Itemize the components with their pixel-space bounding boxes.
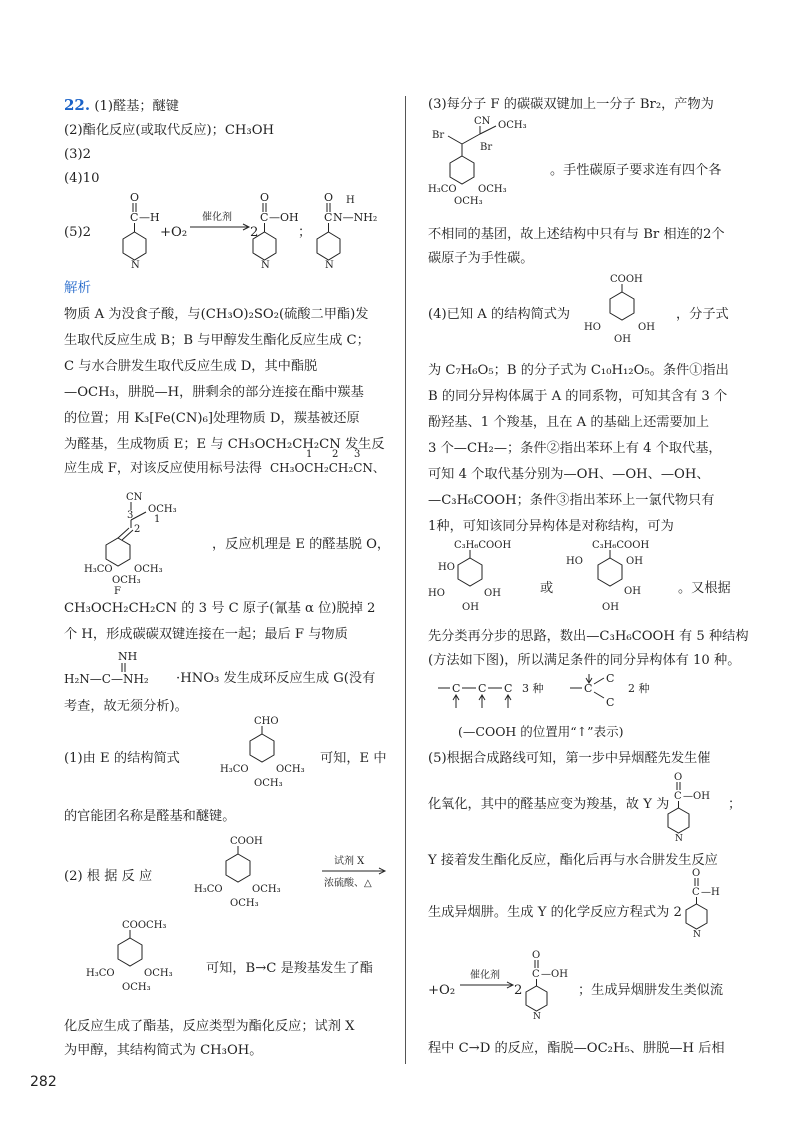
- answer-5-coef: 2: [250, 225, 259, 240]
- analysis-line: 可知 4 个取代基分别为—OH、—OH、—OH、: [428, 467, 710, 482]
- svg-text:OCH₃: OCH₃: [112, 575, 141, 586]
- compound-c-structure: [84, 918, 204, 998]
- svg-text:C: C: [504, 682, 513, 695]
- svg-text:CHO: CHO: [254, 716, 279, 727]
- compound-f-structure: [84, 488, 204, 598]
- analysis-q5: Y 接着发生酯化反应，酯化后再与水合肼发生反应: [428, 853, 718, 868]
- analysis-line: ·HNO₃ 发生成环反应生成 G(没有: [176, 671, 376, 686]
- svg-text:H₃CO: H₃CO: [86, 968, 115, 979]
- isoniazid-structure: [316, 190, 396, 270]
- svg-text:COOH: COOH: [230, 836, 263, 847]
- svg-text:C: C: [606, 672, 615, 685]
- analysis-q1: (1)由 E 的结构简式: [64, 751, 180, 766]
- svg-text:3: 3: [354, 449, 361, 460]
- svg-text:Br: Br: [480, 142, 493, 153]
- analysis-q3: (3)每分子 F 的碳碳双键加上一分子 Br₂，产物为: [428, 97, 714, 112]
- analysis-q1: 可知，E 中: [320, 751, 387, 766]
- catalyst-arrow: [458, 968, 520, 992]
- svg-text:O: O: [130, 191, 140, 204]
- svg-text:OH: OH: [462, 602, 479, 613]
- analysis-q2: (2) 根 据 反 应: [64, 869, 153, 884]
- isomer-structure-2: [564, 538, 674, 620]
- svg-text:C: C: [674, 791, 682, 802]
- answer-4: (4)10: [64, 171, 100, 186]
- analysis-q5: 化氧化，其中的醛基应变为羧基，故 Y 为: [428, 797, 670, 812]
- answer-5-semicolon: ；: [298, 225, 312, 240]
- svg-text:NH: NH: [118, 650, 138, 663]
- svg-text:N: N: [131, 260, 140, 271]
- reagent-arrow: [320, 854, 390, 894]
- analysis-q5: 程中 C→D 的反应，酯脱—OC₂H₅、肼脱—H 后相: [428, 1041, 725, 1056]
- svg-text:C: C: [584, 682, 593, 695]
- analysis-q3: 不相同的基团，故上述结构中只有与 Br 相连的2个: [428, 227, 725, 242]
- analysis-line: —OCH₃，肼脱—H，肼剩余的部分连接在酯中羰基: [64, 385, 364, 400]
- svg-text:OCH₃: OCH₃: [122, 982, 151, 993]
- svg-text:—OH: —OH: [541, 969, 568, 980]
- analysis-line: 酚羟基、1 个羧基，且在 A 的基础上还需要加上: [428, 415, 710, 430]
- svg-text:COOCH₃: COOCH₃: [122, 920, 167, 931]
- question-number: 22.: [64, 96, 91, 114]
- page-number: 282: [30, 1074, 57, 1090]
- chain-isomer-diagram: [438, 672, 718, 720]
- dibromo-product-structure: [428, 114, 548, 212]
- analysis-q5: (5)根据合成路线可知，第一步中异烟醛先发生催: [428, 751, 711, 766]
- isonicotinaldehyde-structure: [680, 866, 736, 940]
- svg-text:O: O: [324, 191, 334, 204]
- analysis-line: 的位置；用 K₃[Fe(CN)₆]处理物质 D，羰基被还原: [64, 411, 360, 426]
- svg-text:C: C: [260, 211, 269, 224]
- analysis-q2: 可知，B→C 是羧基发生了酯: [206, 961, 373, 976]
- svg-text:OH: OH: [602, 602, 619, 613]
- svg-text:OCH₃: OCH₃: [498, 120, 527, 131]
- svg-text:CN: CN: [474, 116, 491, 127]
- svg-text:试剂 X: 试剂 X: [334, 856, 365, 867]
- analysis-q5: ；生成异烟肼发生类似流: [578, 983, 724, 998]
- analysis-line: 为醛基，生成物质 E；E 与 CH₃OCH₂CH₂CN 发生反: [64, 437, 385, 452]
- svg-text:N: N: [693, 930, 701, 940]
- svg-text:H₃CO: H₃CO: [428, 184, 457, 195]
- svg-text:C: C: [324, 211, 333, 224]
- analysis-line: 3 个—CH₂—；条件②指出苯环上有 4 个取代基，: [428, 441, 722, 456]
- svg-text:HO: HO: [584, 322, 601, 333]
- svg-text:OH: OH: [626, 556, 643, 567]
- guanidine-structure: [64, 650, 176, 692]
- svg-text:C: C: [478, 682, 487, 695]
- analysis-q2: 化反应生成了酯基，反应类型为酯化反应；试剂 X: [64, 1019, 355, 1034]
- analysis-line: (方法如下图)，所以满足条件的同分异构体有 10 种。: [428, 653, 741, 668]
- svg-text:N—NH₂: N—NH₂: [333, 211, 378, 224]
- svg-text:催化剂: 催化剂: [470, 970, 500, 981]
- svg-text:C: C: [532, 969, 540, 980]
- svg-text:O: O: [692, 868, 701, 879]
- svg-text:O: O: [532, 950, 541, 961]
- svg-text:H₃CO: H₃CO: [220, 764, 249, 775]
- svg-text:—H: —H: [701, 887, 720, 898]
- analysis-line: B 的同分异构体属于 A 的同系物，可知其含有 3 个: [428, 389, 728, 404]
- analysis-line: 个 H，形成碳碳双键连接在一起；最后 F 与物质: [64, 627, 348, 642]
- svg-text:N: N: [533, 1012, 541, 1022]
- svg-text:OH: OH: [484, 588, 501, 599]
- svg-text:1: 1: [306, 449, 313, 460]
- isomer-structure-1: [428, 538, 528, 620]
- answer-5-plus: +O₂: [160, 225, 188, 240]
- svg-text:3 种: 3 种: [522, 682, 544, 695]
- svg-text:HO: HO: [566, 556, 583, 567]
- svg-text:O: O: [260, 191, 270, 204]
- analysis-line: CH₃OCH₂CH₂CN 的 3 号 C 原子(氰基 α 位)脱掉 2: [64, 601, 376, 616]
- svg-text:H₂N—C—NH₂: H₂N—C—NH₂: [64, 672, 149, 686]
- svg-text:N: N: [325, 260, 334, 271]
- svg-text:OCH₃: OCH₃: [254, 778, 283, 789]
- svg-text:OCH₃: OCH₃: [478, 184, 507, 195]
- analysis-line: 应生成 F，对该反应使用标号法得: [64, 461, 262, 476]
- svg-text:—H: —H: [139, 211, 160, 224]
- svg-text:OCH₃: OCH₃: [454, 196, 483, 207]
- svg-text:HO: HO: [428, 588, 445, 599]
- analysis-line: 1种，可知该同分异构体是对称结构，可为: [428, 519, 674, 534]
- column-divider: [405, 96, 406, 1064]
- svg-text:浓硫酸、△: 浓硫酸、△: [324, 878, 372, 889]
- svg-text:C₃H₆COOH: C₃H₆COOH: [592, 540, 650, 551]
- analysis-q4: 。又根据: [678, 581, 731, 596]
- answer-1: 22. (1)醛基；醚键: [64, 96, 179, 114]
- numbered-nitrile-formula: [270, 448, 388, 482]
- analysis-line: ，反应机理是 E 的醛基脱 O，: [212, 537, 391, 552]
- svg-text:HO: HO: [438, 562, 455, 573]
- cooh-position-note: (—COOH 的位置用“↑”表示): [458, 724, 624, 739]
- analysis-q5: 2: [514, 983, 523, 998]
- or-text: 或: [540, 581, 554, 596]
- svg-text:2: 2: [332, 449, 339, 460]
- svg-text:OH: OH: [624, 586, 641, 597]
- svg-text:Br: Br: [432, 130, 445, 141]
- analysis-heading: 解析: [64, 280, 91, 296]
- analysis-line: 先分类再分步的思路，数出—C₃H₆COOH 有 5 种结构: [428, 629, 749, 644]
- analysis-q5: +O₂: [428, 983, 456, 998]
- svg-text:COOH: COOH: [610, 274, 643, 285]
- analysis-line: —C₃H₆COOH；条件③指出苯环上一氯代物只有: [428, 493, 715, 508]
- analysis-line: 为 C₇H₆O₅；B 的分子式为 C₁₀H₁₂O₅。条件①指出: [428, 363, 729, 378]
- svg-text:OCH₃: OCH₃: [276, 764, 305, 775]
- svg-text:催化剂: 催化剂: [202, 212, 232, 223]
- svg-text:3: 3: [127, 510, 134, 521]
- svg-text:F: F: [114, 586, 121, 597]
- svg-text:CN: CN: [126, 492, 143, 503]
- analysis-q5: 生成异烟肼。生成 Y 的化学反应方程式为 2: [428, 905, 682, 920]
- svg-text:OCH₃: OCH₃: [144, 968, 173, 979]
- isonicotinic-acid-y-structure: [662, 770, 726, 842]
- svg-text:OCH₃: OCH₃: [230, 898, 259, 909]
- svg-text:CH₃OCH₂CH₂CN、: CH₃OCH₂CH₂CN、: [270, 461, 385, 475]
- svg-text:OCH₃: OCH₃: [148, 504, 177, 515]
- answer-2: (2)酯化反应(或取代反应)；CH₃OH: [64, 123, 275, 138]
- svg-text:2: 2: [134, 524, 141, 535]
- compound-e-structure: [216, 714, 326, 794]
- svg-text:C: C: [606, 696, 615, 709]
- svg-text:C: C: [130, 211, 139, 224]
- svg-text:N: N: [675, 834, 683, 844]
- svg-text:C₃H₆COOH: C₃H₆COOH: [454, 540, 512, 551]
- answer-3: (3)2: [64, 147, 92, 162]
- analysis-line: 考查，故无须分析)。: [64, 699, 188, 714]
- svg-text:N: N: [261, 260, 270, 271]
- svg-text:H: H: [346, 195, 355, 206]
- catalyst-arrow: [188, 210, 254, 232]
- svg-text:O: O: [674, 772, 683, 783]
- analysis-line: C 与水合肼发生取代反应生成 D，其中酯脱: [64, 359, 318, 374]
- svg-text:—OH: —OH: [269, 211, 299, 224]
- answer-5-prefix: (5)2: [64, 225, 92, 240]
- analysis-q3: 碳原子为手性碳。: [428, 251, 534, 266]
- analysis-line: 物质 A 为没食子酸，与(CH₃O)₂SO₂(硫酸二甲酯)发: [64, 307, 369, 322]
- svg-text:OH: OH: [638, 322, 655, 333]
- analysis-q5: ；: [728, 797, 742, 812]
- svg-text:C: C: [692, 887, 700, 898]
- analysis-q3: 。手性碳原子要求连有四个各: [550, 163, 722, 178]
- analysis-q4: ，分子式: [676, 307, 729, 322]
- isonicotinic-acid-product-structure: [520, 948, 584, 1024]
- svg-text:OCH₃: OCH₃: [252, 884, 281, 895]
- svg-text:H₃CO: H₃CO: [194, 884, 223, 895]
- svg-text:1: 1: [154, 514, 161, 525]
- svg-text:—OH: —OH: [683, 791, 710, 802]
- gallic-acid-structure: [580, 272, 672, 352]
- compound-b-structure: [192, 834, 302, 914]
- analysis-line: 生取代反应生成 B；B 与甲醇发生酯化反应生成 C；: [64, 333, 370, 348]
- analysis-q4: (4)已知 A 的结构简式为: [428, 307, 571, 322]
- svg-text:OH: OH: [614, 334, 631, 345]
- svg-text:H₃CO: H₃CO: [84, 564, 113, 575]
- svg-text:2 种: 2 种: [628, 682, 650, 695]
- analysis-q1: 的官能团名称是醛基和醚键。: [64, 809, 236, 824]
- svg-text:C: C: [452, 682, 461, 695]
- svg-text:OCH₃: OCH₃: [134, 564, 163, 575]
- analysis-q2: 为甲醇，其结构简式为 CH₃OH。: [64, 1043, 263, 1058]
